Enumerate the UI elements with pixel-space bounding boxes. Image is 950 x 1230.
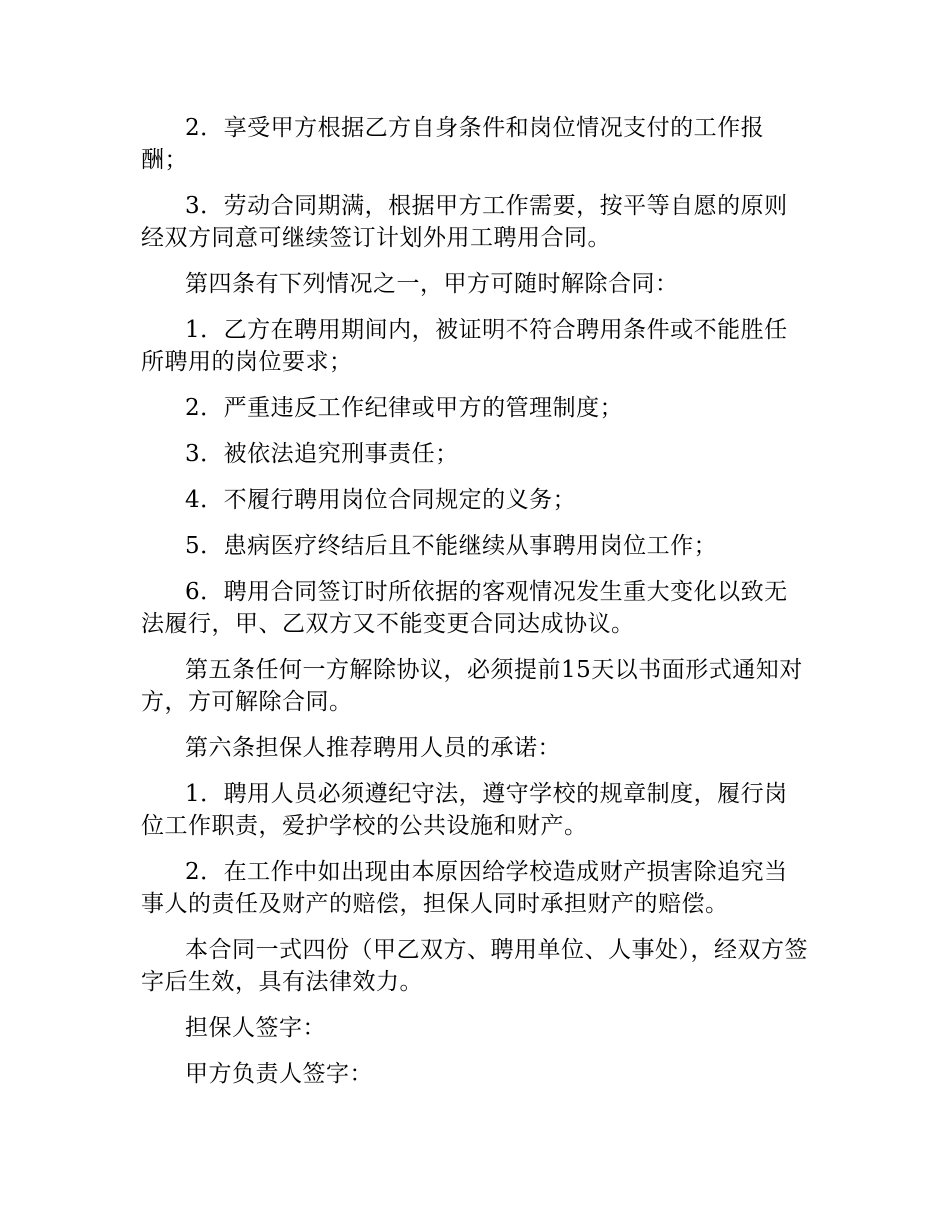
article-4-heading: 第四条有下列情况之一，甲方可随时解除合同： xyxy=(185,271,679,297)
article-4-item-4: 4．不履行聘用岗位合同规定的义务； xyxy=(185,487,577,513)
guarantor-signature-line: 担保人签字： xyxy=(185,1015,326,1041)
article-4-item-5: 5．患病医疗终结后且不能继续从事聘用岗位工作； xyxy=(185,533,718,559)
contract-copies-clause: 本合同一式四份（甲乙双方、聘用单位、人事处），经双方签字后生效，具有法律效力。 xyxy=(141,937,808,995)
article-6-item-1: 1．聘用人员必须遵纪守法，遵守学校的规章制度，履行岗位工作职责，爱护学校的公共设施和财产。 xyxy=(141,781,788,839)
party-a-signature-line: 甲方负责人签字： xyxy=(185,1061,373,1087)
article-4-item-3: 3．被依法追究刑事责任； xyxy=(185,441,459,467)
article-6-heading: 第六条担保人推荐聘用人员的承诺： xyxy=(185,735,561,761)
paragraph-benefit-3: 3．劳动合同期满，根据甲方工作需要，按平等自愿的原则经双方同意可继续签订计划外用工聘用合同。 xyxy=(141,193,788,251)
article-4-item-2: 2．严重违反工作纪律或甲方的管理制度； xyxy=(185,395,624,421)
article-4-item-1: 1．乙方在聘用期间内，被证明不符合聘用条件或不能胜任所聘用的岗位要求； xyxy=(141,317,788,375)
article-4-item-6: 6．聘用合同签订时所依据的客观情况发生重大变化以致无法履行，甲、乙双方又不能变更合同达成协议。 xyxy=(141,579,788,637)
paragraph-benefit-2: 2．享受甲方根据乙方自身条件和岗位情况支付的工作报酬； xyxy=(141,115,765,173)
article-6-item-2: 2．在工作中如出现由本原因给学校造成财产损害除追究当事人的责任及财产的赔偿，担保人同时承担财产的赔偿。 xyxy=(141,859,788,917)
article-5: 第五条任何一方解除协议，必须提前15天以书面形式通知对方，方可解除合同。 xyxy=(141,657,803,715)
